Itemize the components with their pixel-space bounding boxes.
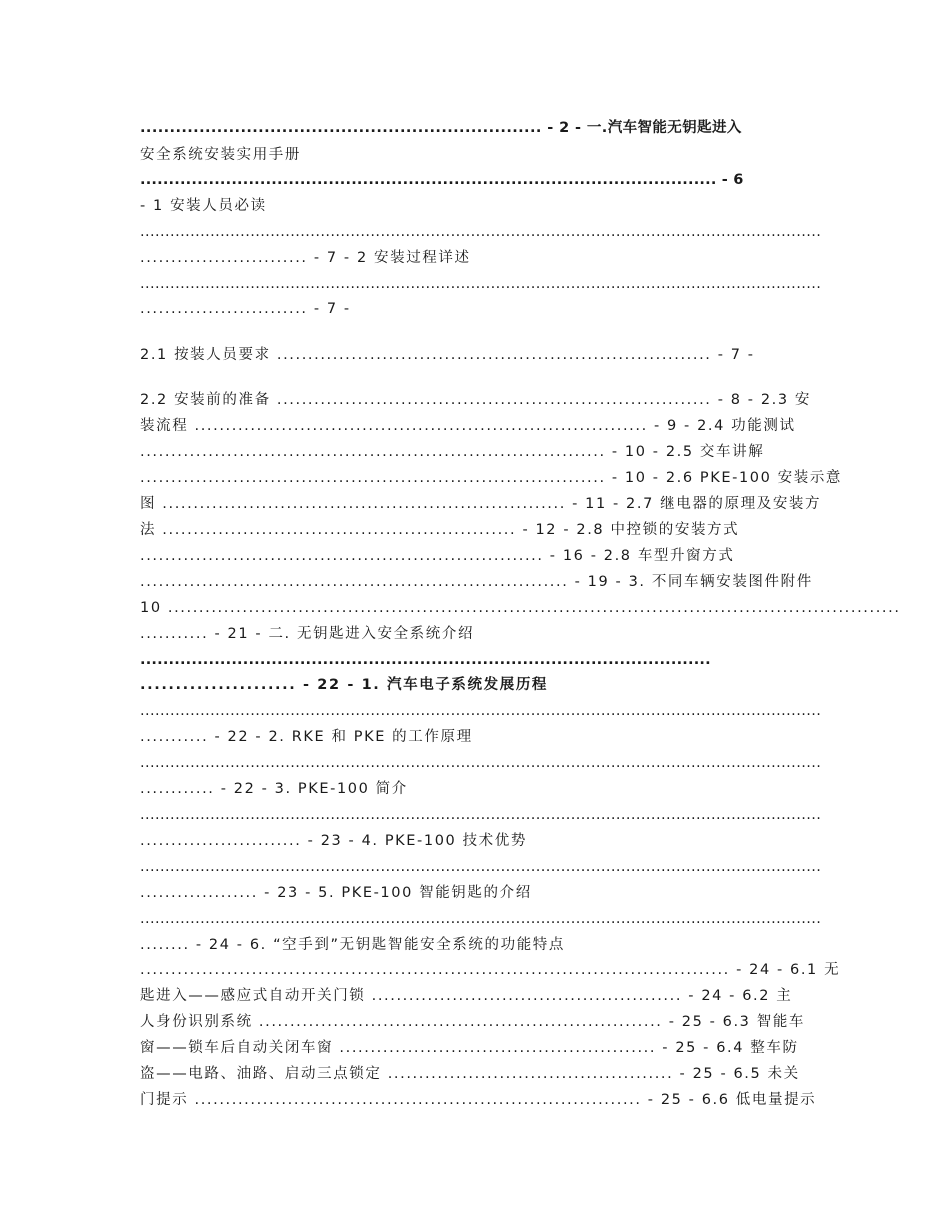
- toc-line: 安全系统安装实用手册: [140, 147, 301, 163]
- toc-line: ........................... - 7 - 2 安装过程详述: [140, 250, 471, 266]
- toc-line: 盗——电路、油路、启动三点锁定 .............................................. - 25 - 6.5 未关: [140, 1066, 800, 1082]
- toc-line: ........................................................................................................................................: [140, 859, 822, 875]
- toc-line: 窗——锁车后自动关闭车窗 ................................................... - 25 - 6.4 整车防: [140, 1040, 799, 1056]
- toc-line: 10 ......................................................................................................................: [140, 600, 901, 616]
- toc-line: ........... - 21 - 二. 无钥匙进入安全系统介绍: [140, 626, 475, 642]
- toc-line: ........................... - 7 -: [140, 301, 351, 317]
- toc-line: ........................................................................................................................................: [140, 911, 822, 927]
- toc-line: 2.1 按装人员要求 ...................................................................... - 7 -: [140, 347, 755, 363]
- toc-line: 人身份识别系统 ................................................................. - 25 - 6.3 智能车: [140, 1014, 806, 1030]
- toc-line: 匙进入——感应式自动开关门锁 .................................................. - 24 - 6.2 主: [140, 988, 793, 1004]
- toc-line: ........................................................................................................................................: [140, 807, 822, 823]
- toc-line: 装流程 ......................................................................... - 9 - 2.4 功能测试: [140, 418, 796, 434]
- toc-line: ..................................................................... - 19 - 3. 不同车辆安装图件附件: [140, 574, 813, 590]
- toc-line: 法 ......................................................... - 12 - 2.8 中控锁的安装方式: [140, 522, 740, 538]
- toc-line: ...................... - 22 - 1. 汽车电子系统发展历程: [140, 677, 549, 693]
- toc-line: ........................................................................................................................................: [140, 755, 822, 771]
- toc-line: ........ - 24 - 6. “空手到”无钥匙智能安全系统的功能特点: [140, 937, 565, 953]
- toc-line: ........................................................................... - 10 - 2.6 PKE-100 安装示意: [140, 470, 843, 486]
- toc-line: 图 ................................................................. - 11 - 2.7 继电器的原理及安装方: [140, 496, 822, 512]
- toc-line: - 1 安装人员必读: [140, 198, 267, 214]
- toc-line: 门提示 ........................................................................ - 25 - 6.6 低电量提示: [140, 1092, 817, 1108]
- toc-line: ............................................................................................... - 24 - 6.1 无: [140, 962, 841, 978]
- toc-line: .................................................................... - 2 - 一.汽车智能无钥匙进入: [140, 120, 742, 136]
- toc-line: ............ - 22 - 3. PKE-100 简介: [140, 781, 408, 797]
- toc-line: ........................................................................... - 10 - 2.5 交车讲解: [140, 444, 765, 460]
- toc-line: 2.2 安装前的准备 ...................................................................... - 8 - 2.3 安: [140, 392, 812, 408]
- toc-line: ........................................................................................................................................: [140, 276, 822, 292]
- toc-line: ........................................................................................................................................: [140, 224, 822, 240]
- toc-line: ..................................................................................................... - 6: [140, 172, 744, 188]
- toc-line: ........... - 22 - 2. RKE 和 PKE 的工作原理: [140, 729, 473, 745]
- toc-line: ........................................................................................................................................: [140, 703, 822, 719]
- toc-line: ................................................................. - 16 - 2.8 车型升窗方式: [140, 548, 735, 564]
- toc-line: .......................... - 23 - 4. PKE-100 技术优势: [140, 833, 527, 849]
- toc-line: ....................................................................................................: [140, 652, 711, 668]
- toc-line: ................... - 23 - 5. PKE-100 智能钥匙的介绍: [140, 885, 532, 901]
